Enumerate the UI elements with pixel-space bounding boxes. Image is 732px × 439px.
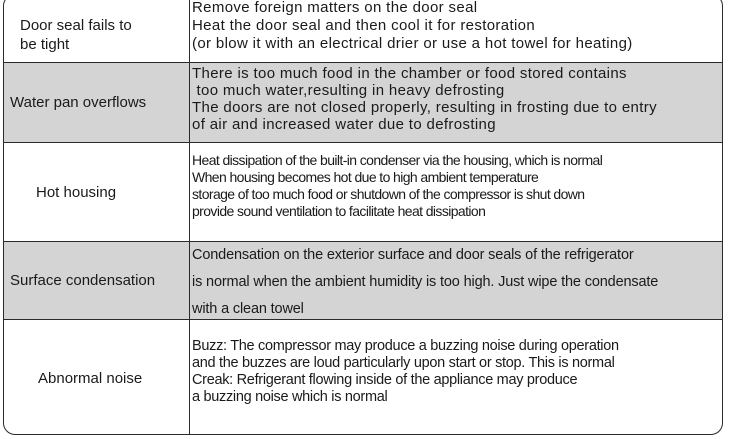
- problem-text: Abnormal noise: [38, 369, 143, 387]
- column-divider: [189, 0, 190, 434]
- solution-line: Creak: Refrigerant flowing inside of the appliance may produce: [192, 372, 578, 388]
- solution-line: with a clean towel: [192, 301, 304, 317]
- problem-text: Door seal fails to: [20, 16, 132, 34]
- problem-cell: [4, 143, 189, 241]
- solution-line: The doors are not closed properly, resulting in frosting due to entry: [192, 99, 657, 116]
- problem-text: Hot housing: [36, 183, 117, 201]
- solution-line: When housing becomes hot due to high ambient temperature: [192, 169, 539, 185]
- solution-line: is normal when the ambient humidity is too high. Just wipe the condensate: [192, 274, 659, 290]
- solution-cell: [192, 242, 722, 319]
- solution-cell: [192, 0, 722, 62]
- problem-cell: [4, 0, 189, 62]
- solution-line: Condensation on the exterior surface and door seals of the refrigerator: [192, 247, 634, 263]
- solution-cell: [192, 63, 722, 142]
- table-row: [4, 143, 722, 242]
- solution-line: (or blow it with an electrical drier or use a hot towel for heating): [192, 35, 633, 52]
- solution-line: Heat dissipation of the built-in condenser via the housing, which is normal: [192, 152, 603, 168]
- solution-line: There is too much food in the chamber or food stored contains: [192, 65, 627, 82]
- solution-cell: [192, 320, 722, 435]
- solution-cell: [192, 143, 722, 241]
- solution-line: too much water,resulting in heavy defrosting: [192, 82, 505, 99]
- solution-line: storage of too much food or shutdown of the compressor is shut down: [192, 186, 585, 202]
- problem-text: be tight: [20, 35, 70, 53]
- table-row: [4, 320, 722, 435]
- table-row: [4, 242, 722, 320]
- solution-line: Remove foreign matters on the door seal: [192, 0, 478, 16]
- solution-line: Buzz: The compressor may produce a buzzing noise during operation: [192, 338, 619, 354]
- problem-cell: [4, 63, 189, 142]
- problem-text: Surface condensation: [10, 272, 156, 289]
- table-row: [4, 0, 722, 63]
- solution-line: Heat the door seal and then cool it for restoration: [192, 17, 536, 34]
- problem-text: Water pan overflows: [10, 94, 147, 111]
- troubleshooting-table: [3, 0, 723, 435]
- solution-line: and the buzzes are loud particularly upon start or stop. This is normal: [192, 355, 615, 371]
- solution-line: a buzzing noise which is normal: [192, 389, 388, 405]
- solution-line: of air and increased water due to defrosting: [192, 116, 496, 133]
- solution-line: provide sound ventilation to facilitate heat dissipation: [192, 203, 486, 219]
- table-row: [4, 63, 722, 143]
- problem-cell: [4, 320, 189, 435]
- problem-cell: [4, 242, 189, 319]
